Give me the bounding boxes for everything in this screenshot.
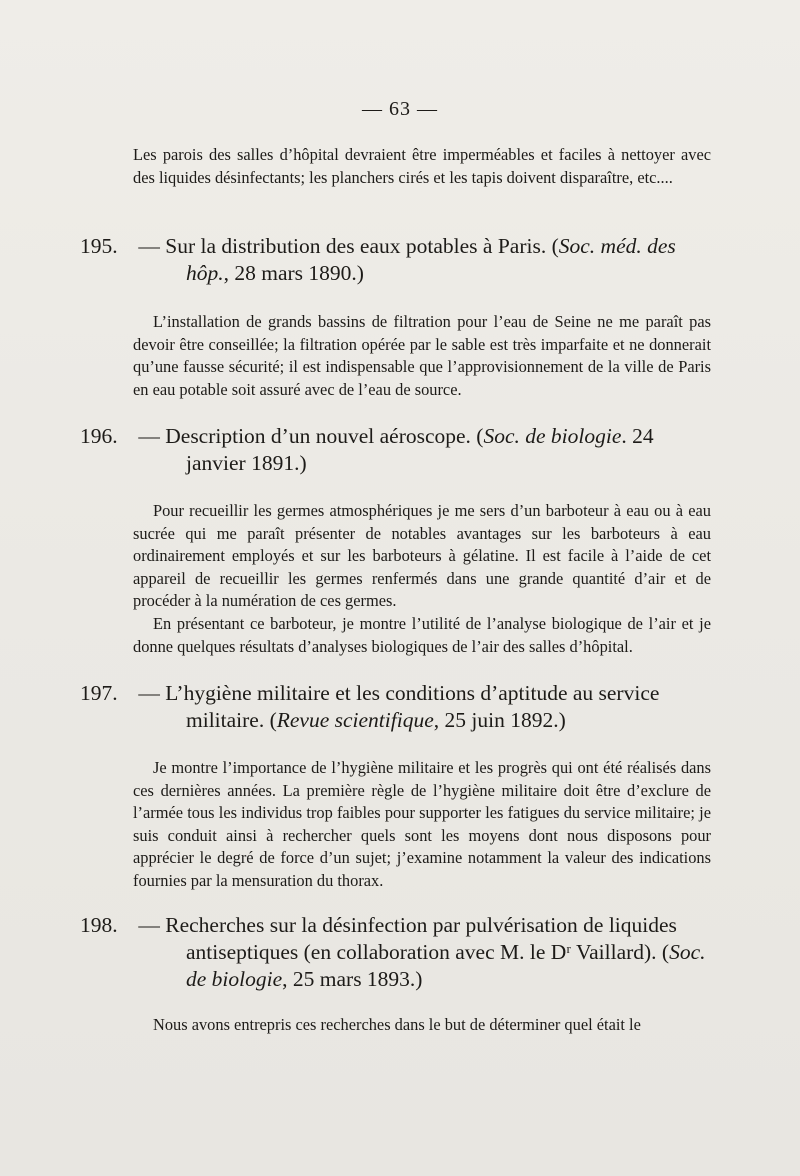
entry-198: [80, 912, 711, 993]
intro-paragraph: Les parois des salles d’hôpital devraient être imperméables et faciles à nettoyer avec des liquides désinfectants; les planchers cirés et les tapis doivent disparaître, etc....: [133, 145, 711, 187]
entry-paragraph: L’installation de grands bassins de filtration pour l’eau de Seine ne me paraît pas devoir être conseillée; la filtration opérée par le sable est très imparfaite et ne donnerait qu’une fausse sécurité; il est indispensable que l’approvisionnement de la ville de Paris en eau potable soit assuré avec de l’eau de source.: [133, 312, 711, 399]
entry-source: Soc. méd. des hôp.: [186, 234, 676, 285]
entry-date: . 24 janvier 1891.): [186, 424, 654, 475]
entry-heading: 198. — Recherches sur la désinfection par pulvérisation de liquides antiseptiques (en collaboration avec M. le Dʳ Vaillard). (Soc. de biologie, 25 mars 1893.): [80, 913, 706, 991]
entry-paragraph: Nous avons entrepris ces recherches dans le but de déterminer quel était le: [153, 1015, 641, 1034]
entry-source: Soc. de biologie: [483, 424, 622, 448]
entry-198-body: [133, 1014, 711, 1037]
entry-date: , 28 mars 1890.): [223, 261, 364, 285]
entry-source: Soc. de biologie: [186, 940, 706, 991]
entry-197: [80, 680, 711, 734]
entry-source: Revue scientifique: [276, 708, 434, 732]
entry-date: , 25 juin 1892.): [433, 708, 566, 732]
entry-title: — Recherches sur la désinfection par pulvérisation de liquides antiseptiques (en collaboration avec M. le Dʳ Vaillard). (: [138, 913, 677, 964]
entry-paragraph: Pour recueillir les germes atmosphériques je me sers d’un barboteur à eau ou à eau sucrée qui me paraît présenter de notables avantages sur les barboteurs à eau ordinairement employés et sur les barboteurs à gélatine. Il est facile à l’aide de cet appareil de recueillir les germes renfermés dans une grande quantité d’air et de procéder à la numération de ces germes.: [133, 501, 711, 611]
entry-196-body: [133, 500, 711, 658]
entry-title: — Sur la distribution des eaux potables à Paris. (: [138, 234, 559, 258]
intro-paragraph-block: [133, 144, 711, 189]
entry-heading: 197. — L’hygiène militaire et les conditions d’aptitude au service militaire. (Revue scientifique, 25 juin 1892.): [80, 681, 660, 732]
entry-heading: 195. — Sur la distribution des eaux potables à Paris. (Soc. méd. des hôp., 28 mars 1890.): [80, 234, 676, 285]
entry-title: — Description d’un nouvel aéroscope. (: [138, 424, 484, 448]
page-number: — 63 —: [362, 98, 438, 120]
entry-heading: 196. — Description d’un nouvel aéroscope. (Soc. de biologie. 24 janvier 1891.): [80, 424, 654, 475]
entry-paragraph: Je montre l’importance de l’hygiène militaire et les progrès qui ont été réalisés dans ces dernières années. La première règle de l’hygiène militaire doit être d’exclure de l’armée tous les individus trop faibles pour supporter les fatigues du service militaire; je suis conduit ainsi à rechercher quels sont les moyens dont nous disposons pour apprécier le degré de force d’un sujet; j’examine notamment la valeur des indications fournies par la mensuration du thorax.: [133, 758, 711, 890]
entry-date: , 25 mars 1893.): [282, 967, 423, 991]
entry-195-body: [133, 311, 711, 401]
entry-paragraph: En présentant ce barboteur, je montre l’utilité de l’analyse biologique de l’air et je donne quelques résultats d’analyses biologiques de l’air des salles d’hôpital.: [133, 613, 711, 656]
entry-197-body: [133, 757, 711, 893]
entry-195: [80, 233, 711, 287]
entry-title: — L’hygiène militaire et les conditions d’aptitude au service militaire. (: [138, 681, 660, 732]
entry-196: [80, 423, 711, 477]
